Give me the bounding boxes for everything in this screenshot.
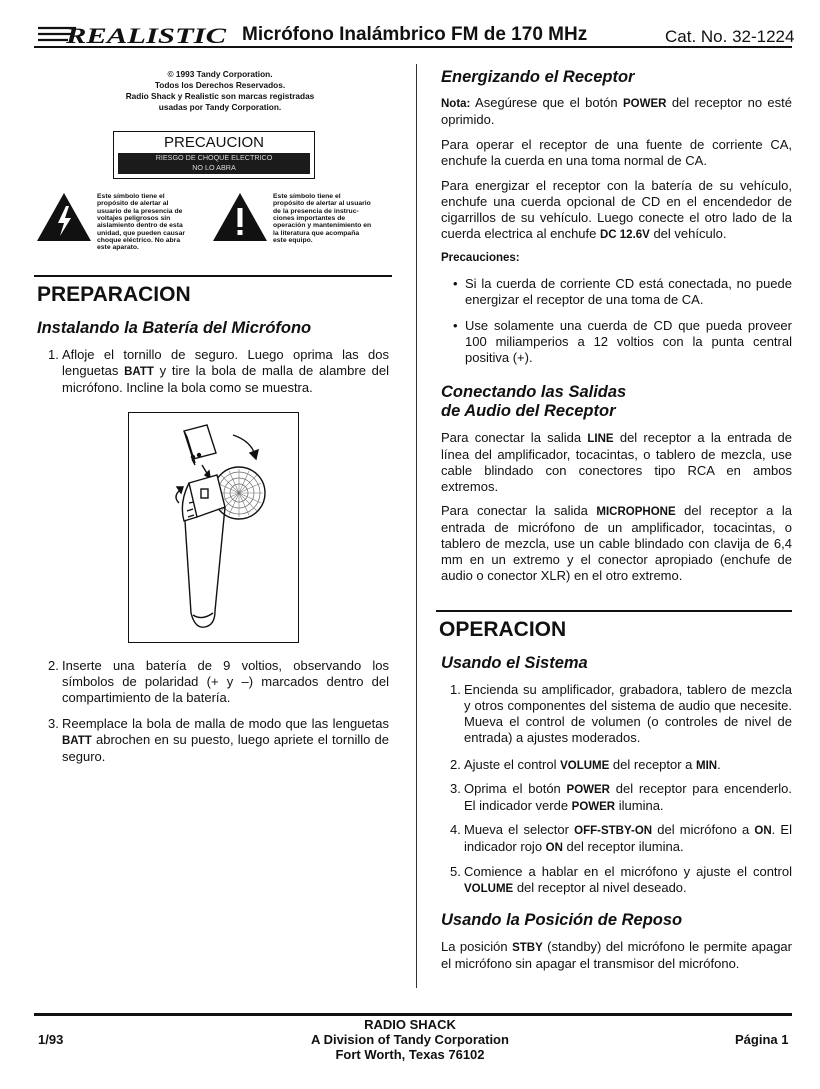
step-item: [450, 864, 792, 897]
footer-company: [210, 1017, 610, 1062]
bold-term: BATT: [124, 366, 154, 378]
step-item: [48, 347, 389, 396]
step-text: [464, 781, 792, 813]
symbol-text-line: ciones importantes de: [273, 214, 346, 222]
text-run: abrochen en su puesto, luego apriete el tornillo de seguro.: [62, 732, 389, 764]
bullet-text: Use solamente una cuerda de CD que pueda proveer 100 miliamperios a 12 voltios con la punta central positiva (+).: [465, 318, 792, 365]
step-number: 1.: [48, 347, 59, 362]
title-line: de Audio del Receptor: [441, 402, 616, 420]
body-paragraph: [441, 430, 792, 495]
bold-term: POWER: [566, 784, 610, 796]
step-item: [450, 682, 792, 746]
symbol-text-line: usuario de la presencia de: [97, 207, 183, 215]
step-number: 5.: [450, 864, 461, 879]
footer-company-line: Fort Worth, Texas 76102: [335, 1047, 485, 1062]
subsection-title-sistema: Usando el Sistema: [441, 654, 588, 672]
symbol-text-line: voltajes peligrosos sin: [97, 214, 171, 222]
text-run: Encienda su amplificador, grabadora, tablero de mezcla y otros componentes del sistema de audio que necesite. Mueva el control de volumen (o controles de nivel de entrada) a ajustes moderados.: [464, 682, 792, 745]
bold-term: VOLUME: [464, 883, 514, 895]
symbol-text-line: Este símbolo tiene el: [97, 193, 165, 200]
section-title-operacion: OPERACION: [439, 618, 567, 641]
bold-term: MICROPHONE: [596, 506, 676, 518]
symbol-text-line: unidad, que pueden causar: [97, 229, 185, 237]
bold-term: BATT: [62, 735, 92, 747]
bold-term: Nota:: [441, 98, 471, 110]
step-number: 4.: [450, 822, 461, 837]
symbol-text-line: la literatura que acompaña: [273, 229, 360, 237]
note-paragraph: [441, 95, 792, 128]
text-run: (standby) del micrófono le permite apagar el micrófono sin apagar el transmisor del micrófono.: [441, 939, 792, 971]
svg-text:REALISTIC: REALISTIC: [64, 23, 227, 48]
bullet-icon: •: [453, 276, 458, 291]
column-divider: [416, 64, 417, 988]
text-run: Para energizar el receptor con la batería de su vehículo, enchufe una cuerda opcional de CD en el encendedor de cigarrillos de su vehículo. Luego conecte el otro lado de la cuerda electrica al enchufe: [441, 178, 792, 241]
body-paragraph: [441, 503, 792, 584]
bullet-text: Si la cuerda de corriente CD está conectada, no puede energizar el receptor de una toma de CA.: [465, 276, 792, 307]
copyright-line: usadas por Tandy Corporation.: [158, 101, 282, 112]
caution-box: [113, 131, 315, 179]
text-run: Inserte una batería de 9 voltios, observando los símbolos de polaridad (+ y –) marcados dentro del compartimiento de la batería.: [62, 658, 389, 705]
caution-band-line: NO LO ABRA: [192, 163, 236, 172]
step-text: [464, 822, 792, 854]
text-run: Reemplace la bola de malla de modo que las lenguetas: [62, 716, 389, 731]
text-run: Asegúrese que el botón: [470, 95, 623, 110]
subsection-title-energizando: Energizando el Receptor: [441, 68, 635, 86]
text-run: . El indicador rojo: [464, 822, 792, 854]
bold-term: POWER: [571, 801, 616, 813]
symbol-text-line: aislamiento dentro de esta: [97, 222, 183, 230]
text-run: Para operar el receptor de una fuente de corriente CA, enchufe la cuerda en una toma normal de CA.: [441, 137, 792, 168]
text-run: del receptor al nivel deseado.: [513, 880, 687, 895]
text-run: ilumina.: [615, 798, 664, 813]
step-number: 2.: [450, 757, 461, 772]
text-run: Para conectar la salida: [441, 503, 597, 518]
step-text: [62, 347, 389, 395]
copyright-line: © 1993 Tandy Corporation.: [167, 69, 273, 79]
text-run: .: [717, 757, 721, 772]
section-rule: [34, 275, 392, 277]
text-run: del receptor a la entrada de micrófono de un amplificador, tocacintas, o tablero de mezcla, use un cable blindado con clavija de 6,4 mm en un extremo y el conector apropiado (enchufe de audio o conector XLR) en el otro extremo.: [441, 503, 792, 583]
document-title: Micrófono Inalámbrico FM de 170 MHz: [242, 24, 588, 45]
exclamation-warning-icon: [212, 192, 268, 242]
text-run: Afloje el tornillo de seguro. Luego oprima las dos lenguetas: [62, 347, 389, 378]
bold-term: MIN: [696, 760, 718, 772]
step-text: [464, 757, 721, 772]
footer-date: 1/93: [38, 1032, 64, 1047]
symbol-text-line: este equipo.: [273, 236, 313, 244]
text-run: del receptor no esté oprimido.: [441, 95, 792, 127]
step-text: [62, 716, 389, 764]
step-number: 1.: [450, 682, 461, 697]
step-item: [450, 757, 792, 774]
body-paragraph: [441, 939, 792, 972]
subsection-title-conectando: [441, 383, 626, 421]
step-item: [48, 716, 389, 765]
bold-term: VOLUME: [560, 760, 610, 772]
bold-term: ON: [545, 842, 563, 854]
text-run: Ajuste el control: [464, 757, 561, 772]
text-run: Mueva el selector: [464, 822, 575, 837]
caution-band: [118, 153, 310, 174]
symbol-text-line: de la presencia de instruc-: [273, 207, 359, 215]
step-text: [464, 864, 792, 895]
symbol-text-line: Este símbolo tiene el: [273, 193, 341, 200]
bold-term: DC 12.6V: [599, 229, 650, 241]
body-paragraph: [441, 178, 792, 243]
text-run: del receptor para encenderlo. El indicador verde: [464, 781, 792, 813]
catalog-number: Cat. No. 32-1224: [665, 27, 795, 46]
step-text: [62, 658, 389, 705]
subsection-title-bateria: Instalando la Batería del Micrófono: [37, 319, 312, 337]
section-rule: [436, 610, 792, 612]
copyright-line: Todos los Derechos Reservados.: [154, 79, 286, 90]
text-run: Para conectar la salida: [441, 430, 588, 445]
step-item: [450, 781, 792, 815]
text-run: Comience a hablar en el micrófono y ajuste el control: [464, 864, 792, 879]
step-item: [450, 822, 792, 856]
bold-term: POWER: [623, 98, 667, 110]
copyright-line: Radio Shack y Realistic son marcas registradas: [125, 90, 315, 101]
lightning-warning-icon: [36, 192, 92, 242]
step-number: 2.: [48, 658, 59, 673]
bullet-item: [453, 276, 792, 308]
symbol-text-line: operación y mantenimiento en: [273, 222, 372, 230]
bullet-icon: •: [453, 318, 458, 333]
footer-company-line: RADIO SHACK: [364, 1017, 456, 1032]
text-run: del receptor ilumina.: [562, 839, 684, 854]
text-run: del vehículo.: [649, 226, 727, 241]
caution-band-line: RIESGO DE CHOQUE ELECTRICO: [155, 153, 273, 162]
bold-term: STBY: [512, 942, 543, 954]
symbol-text-line: propósito de alertar al usuario: [273, 200, 371, 208]
text-run: del receptor a la entrada de línea del amplificador, tocacintas, o tablero de mezcla, use cable blindado con conectores tipo RCA en ambos extremos.: [441, 430, 792, 494]
copyright-block: [70, 69, 370, 113]
step-text: [464, 682, 792, 745]
text-run: La posición: [441, 939, 513, 954]
step-number: 3.: [48, 716, 59, 731]
footer-page: Página 1: [735, 1032, 789, 1047]
footer-company-line: A Division of Tandy Corporation: [311, 1032, 509, 1047]
step-number: 3.: [450, 781, 461, 796]
step-item: [48, 658, 389, 706]
footer-rule: [34, 1013, 792, 1016]
text-run: y tire la bola de malla de alambre del micrófono. Incline la bola como se muestra.: [62, 363, 389, 395]
symbol-text-line: propósito de alertar al: [97, 200, 169, 208]
microphone-illustration: [128, 412, 299, 643]
subsection-title-reposo: Usando la Posición de Reposo: [441, 911, 683, 929]
bold-term: OFF-STBY-ON: [574, 825, 653, 837]
text-run: del receptor a: [609, 757, 697, 772]
lightning-symbol-text: [97, 193, 209, 252]
bullet-item: [453, 318, 792, 366]
bold-term: ON: [754, 825, 772, 837]
realistic-logo: [36, 22, 232, 48]
body-paragraph: [441, 137, 792, 169]
precautions-label: Precauciones:: [441, 252, 520, 264]
symbol-text-line: choque eléctrico. No abra: [97, 236, 181, 244]
exclamation-symbol-text: [273, 193, 391, 244]
text-run: Oprima el botón: [464, 781, 567, 796]
symbol-text-line: este aparato.: [97, 244, 139, 252]
bold-term: LINE: [587, 433, 614, 445]
section-title-preparacion: PREPARACION: [37, 283, 191, 306]
title-line: Conectando las Salidas: [441, 383, 627, 401]
text-run: del micrófono a: [652, 822, 755, 837]
caution-title: PRECAUCION: [163, 134, 264, 151]
